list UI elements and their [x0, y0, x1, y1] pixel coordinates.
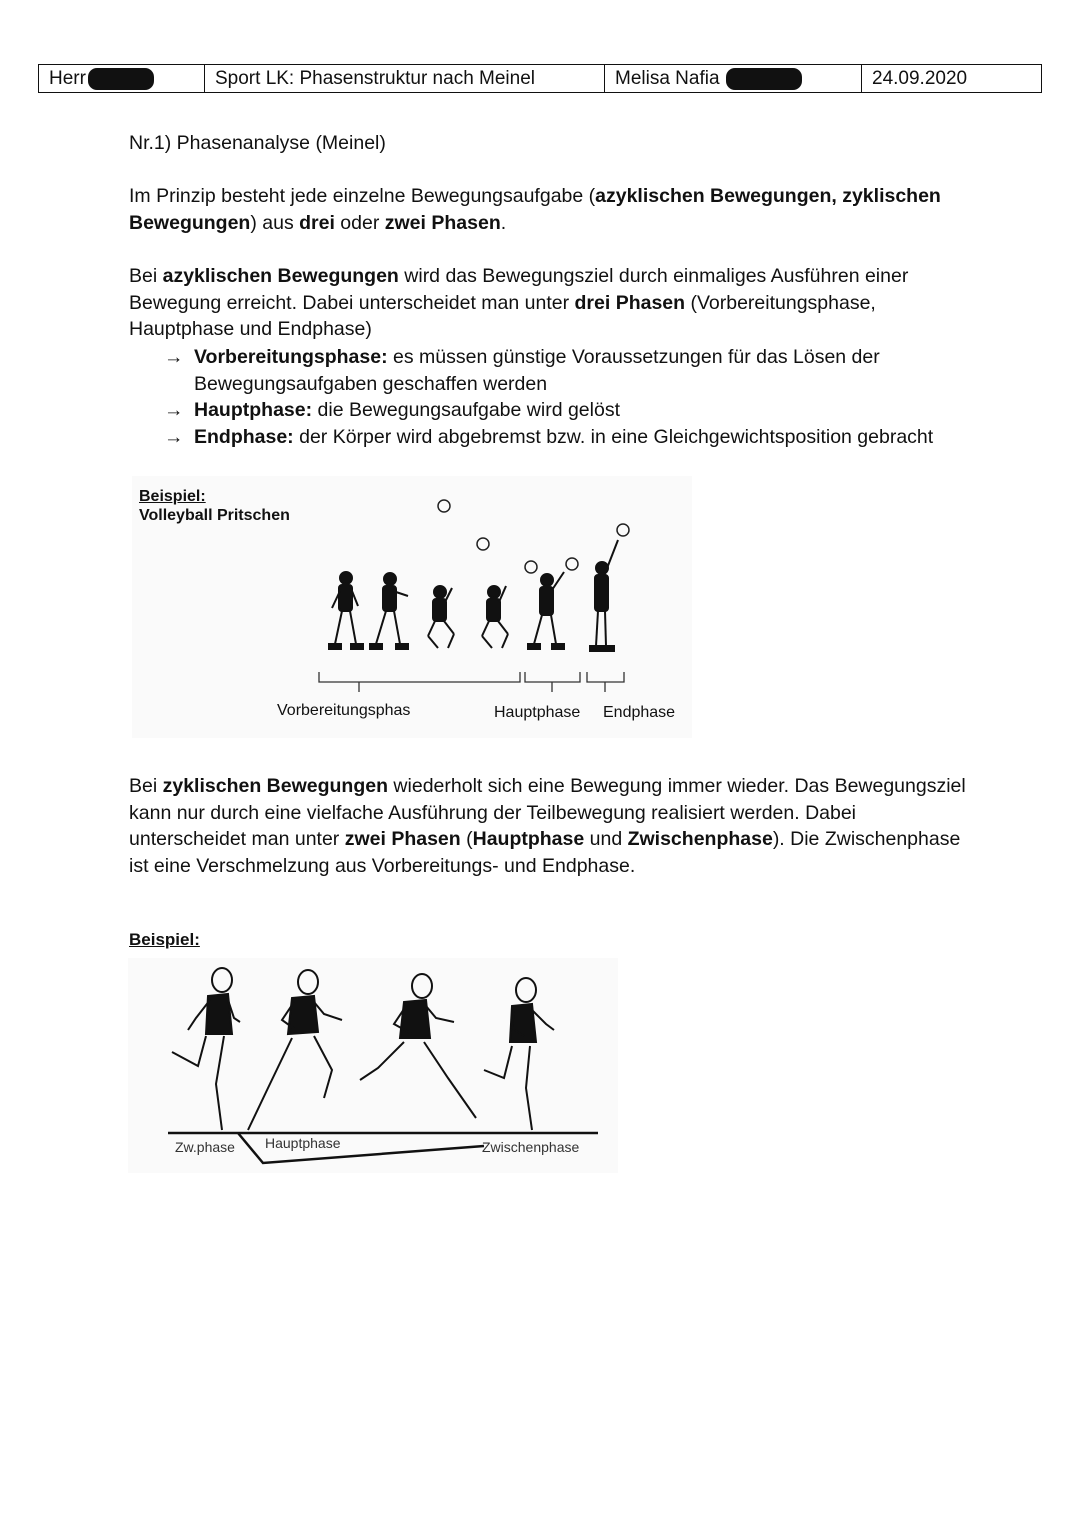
bullet-endphase: → Endphase: der Körper wird abgebremst bzw. in eine Gleichgewichtsposition gebracht [164, 424, 964, 451]
label-hauptphase: Hauptphase [494, 704, 581, 721]
label-zwischenphase: Zwischenphase [482, 1139, 580, 1155]
arrow-icon: → [164, 399, 184, 421]
phase-bullet-list [164, 344, 964, 450]
label-vorbereitungsphase: Vorbereitungsphas [277, 702, 411, 719]
header-course-cell [205, 65, 605, 92]
azyklisch-paragraph: Bei azyklischen Bewegungen wird das Bewegungsziel durch einmaliges Ausführen einer Bewegung erreicht. Dabei unterscheidet man unter drei Phasen (Vorbereitungsphase, Hauptphase und Endphase) [129, 265, 909, 340]
volleyball-sequence-illustration [132, 476, 692, 738]
header-teacher-cell [39, 65, 205, 92]
bullet-vorbereitung: → Vorbereitungsphase: es müssen günstige Voraussetzungen für das Lösen der Bewegungsaufgaben geschaffen werden [164, 344, 964, 397]
header-table [38, 64, 1042, 93]
zyklisch-paragraph: Bei zyklischen Bewegungen wiederholt sich eine Bewegung immer wieder. Das Bewegungsziel kann nur durch eine vielfache Ausführung der Teilbewegung realisiert werden. Dabei unterscheidet man unter zwei Phasen (Hauptphase und Zwischenphase). Die Zwischenphase ist eine Verschmelzung aus Vorbereitungs- und Endphase. [129, 775, 966, 877]
figure1-subtitle: Volleyball Pritschen [139, 507, 290, 524]
volleyball-figure [132, 476, 692, 738]
section-title: Nr.1) Phasenanalyse (Meinel) [129, 132, 386, 154]
figure2-beispiel-label: Beispiel: [129, 930, 200, 949]
label-endphase: Endphase [603, 704, 676, 721]
figure1-beispiel-label: Beispiel: [139, 488, 206, 505]
teacher-prefix: Herr [49, 68, 86, 89]
student-name: Melisa Nafia [615, 68, 720, 89]
running-figure [128, 958, 618, 1173]
redacted-teacher-name [88, 68, 154, 90]
label-hauptphase-run: Hauptphase [265, 1135, 341, 1151]
course-title: Sport LK: Phasenstruktur nach Meinel [215, 68, 536, 89]
arrow-icon: → [164, 346, 184, 368]
bullet-hauptphase: → Hauptphase: die Bewegungsaufgabe wird gelöst [164, 397, 964, 424]
date: 24.09.2020 [872, 68, 968, 89]
intro-paragraph: Im Prinzip besteht jede einzelne Bewegungsaufgabe (azyklischen Bewegungen, zyklischen Bewegungen) aus drei oder zwei Phasen. [129, 185, 941, 234]
label-zw-phase: Zw.phase [175, 1139, 235, 1155]
arrow-icon: → [164, 425, 184, 448]
header-date-cell [862, 65, 1041, 92]
redacted-student-surname [726, 68, 802, 90]
header-student-cell [605, 65, 862, 92]
